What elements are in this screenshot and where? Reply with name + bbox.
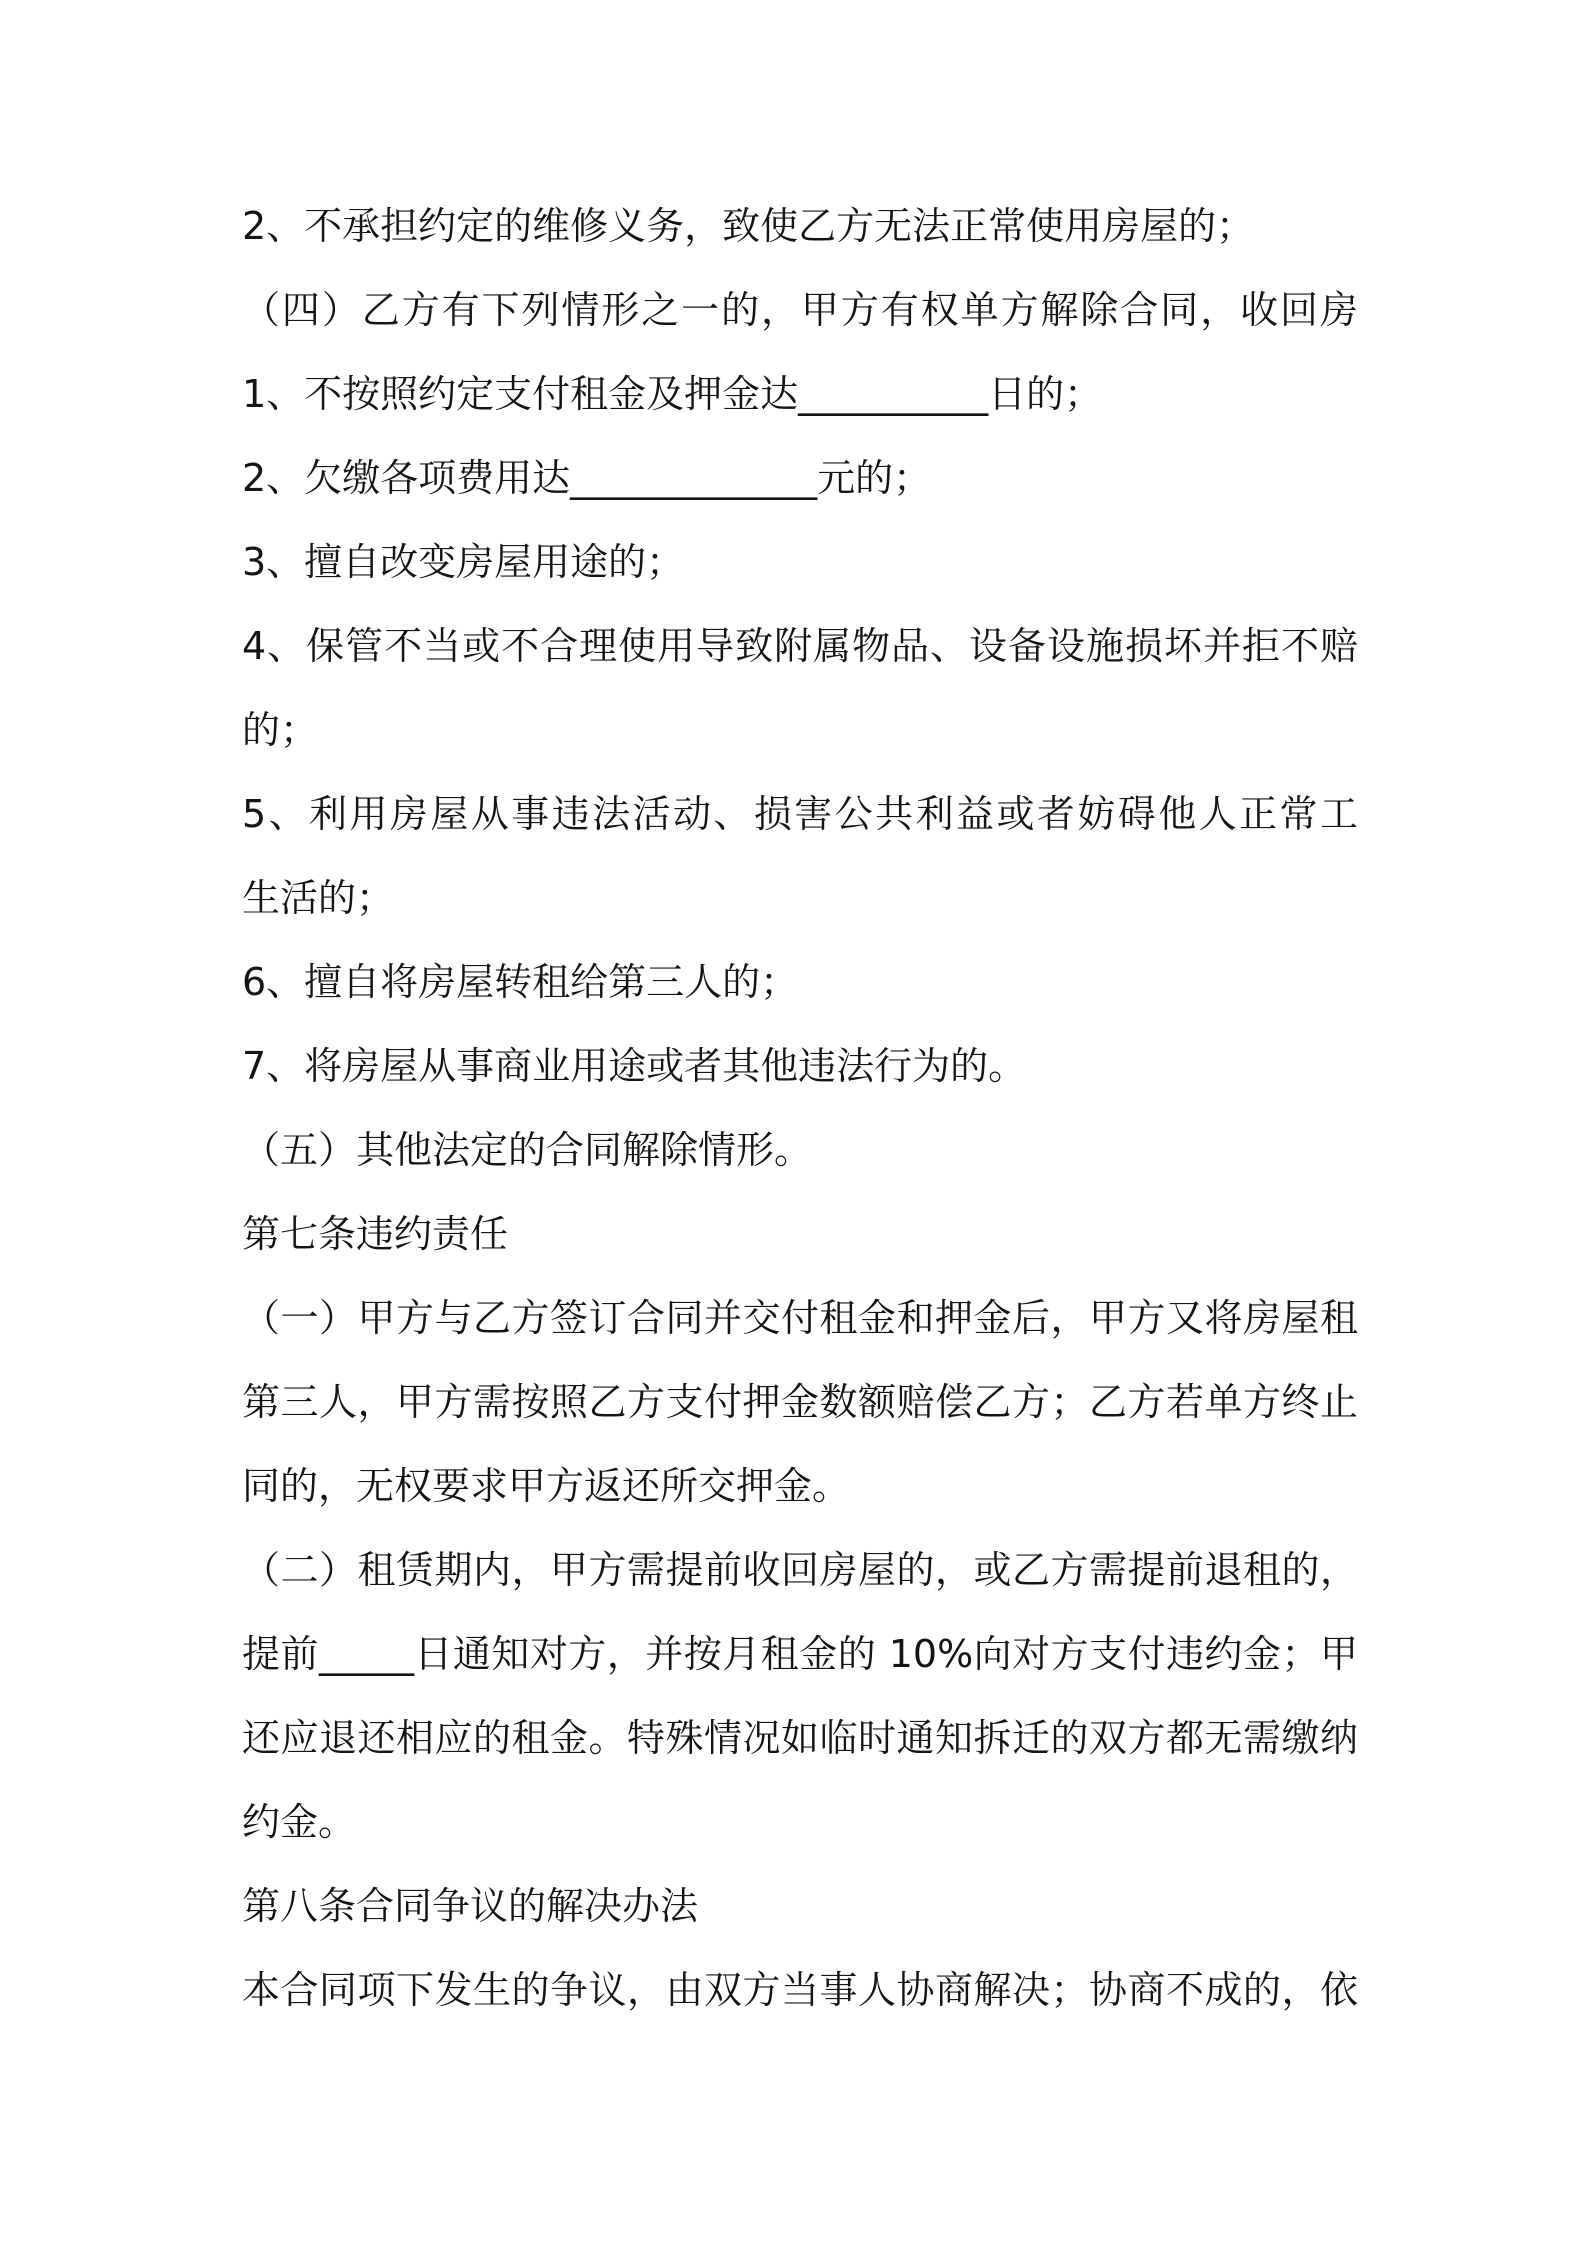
document-line: 4、保管不当或不合理使用导致附属物品、设备设施损坏并拒不赔 xyxy=(242,624,1358,668)
document-line: 5、利用房屋从事违法活动、损害公共利益或者妨碍他人正常工 xyxy=(242,792,1358,836)
section-heading: 第七条违约责任 xyxy=(242,1212,509,1256)
document-line: 的； xyxy=(242,708,319,752)
document-line: 6、擅自将房屋转租给第三人的； xyxy=(242,960,799,1004)
document-line: 约金。 xyxy=(242,1800,357,1844)
section-heading: 第八条合同争议的解决办法 xyxy=(242,1884,699,1928)
document-line: 3、擅自改变房屋用途的； xyxy=(242,540,685,584)
document-line: 7、将房屋从事商业用途或者其他违法行为的。 xyxy=(242,1044,1027,1088)
document-body xyxy=(242,184,1358,2032)
document-line: 本合同项下发生的争议，由双方当事人协商解决；协商不成的，依 xyxy=(242,1968,1358,2012)
document-line: 提前_____日通知对方，并按月租金的 10%向对方支付违约金；甲 xyxy=(242,1632,1358,1676)
document-line: 2、欠缴各项费用达_____________元的； xyxy=(242,456,932,500)
document-line: 2、不承担约定的维修义务，致使乙方无法正常使用房屋的； xyxy=(242,204,1255,248)
document-line: 同的，无权要求甲方返还所交押金。 xyxy=(242,1464,851,1508)
document-line: （一）甲方与乙方签订合同并交付租金和押金后，甲方又将房屋租 xyxy=(242,1296,1358,1340)
document-line: 第三人，甲方需按照乙方支付押金数额赔偿乙方；乙方若单方终止 xyxy=(242,1380,1358,1424)
document-line: （四）乙方有下列情形之一的，甲方有权单方解除合同，收回房 xyxy=(242,288,1358,332)
document-line: 生活的； xyxy=(242,876,395,920)
document-line: 还应退还相应的租金。特殊情况如临时通知拆迁的双方都无需缴纳 xyxy=(242,1716,1358,1760)
document-line: （二）租赁期内，甲方需提前收回房屋的，或乙方需提前退租的， xyxy=(242,1548,1358,1592)
document-line: 1、不按照约定支付租金及押金达__________日的； xyxy=(242,372,1103,416)
document-line: （五）其他法定的合同解除情形。 xyxy=(242,1128,813,1172)
